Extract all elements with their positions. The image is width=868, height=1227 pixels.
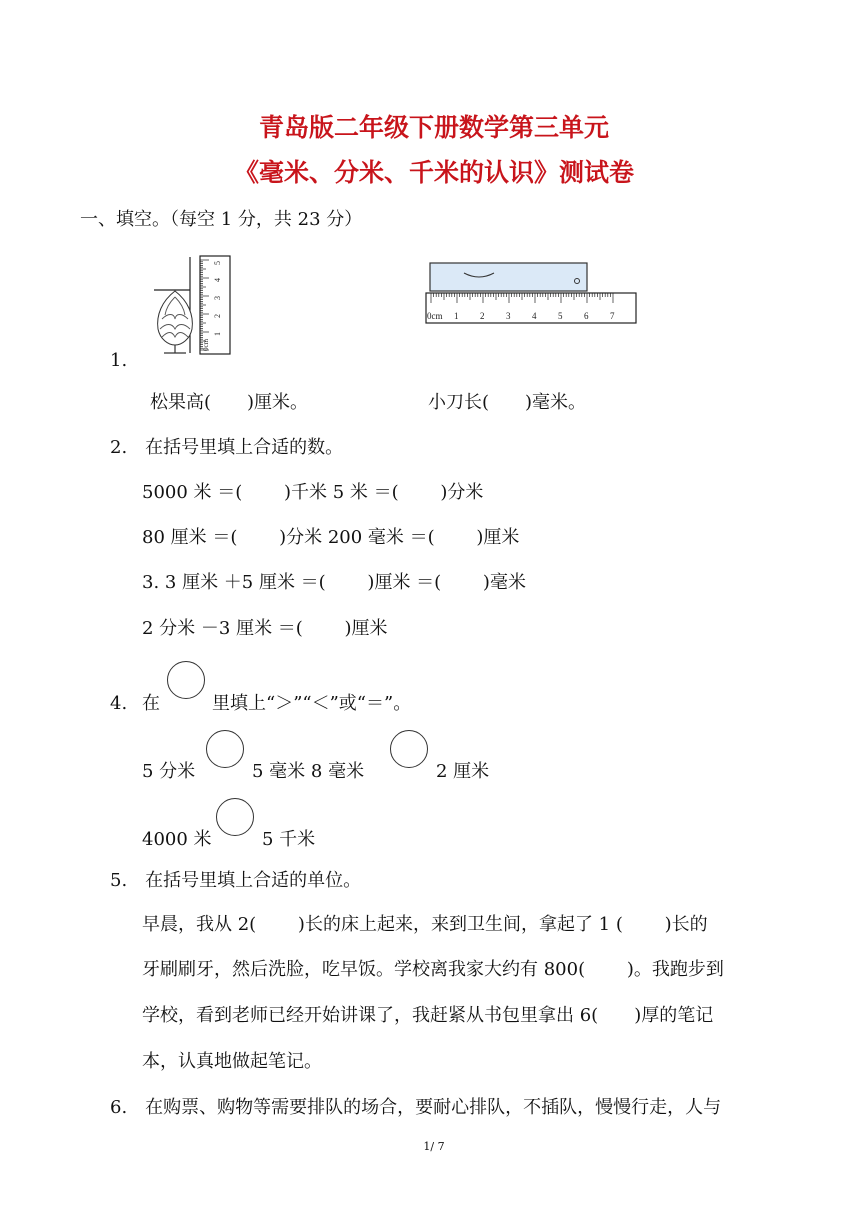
compare-circle-3[interactable] bbox=[216, 798, 254, 836]
q4-row2-a: 4000 米 bbox=[142, 829, 212, 850]
q2-label: 2. 在括号里填上合适的数。 bbox=[110, 437, 344, 458]
q5-line-3: 学校，看到老师已经开始讲课了，我赶紧从书包里拿出 6( )厚的笔记 bbox=[142, 1005, 714, 1026]
compare-circle-2[interactable] bbox=[390, 730, 428, 768]
pinecone-ruler-figure bbox=[150, 253, 240, 358]
vertical-ruler-5: 5 bbox=[213, 261, 222, 265]
q6-line-1: 6. 在购票、购物等需要排队的场合，要耐心排队，不插队，慢慢行走，人与 bbox=[110, 1097, 722, 1118]
ruler-label-0: 0cm bbox=[427, 311, 443, 321]
q4-prefix: 在 bbox=[142, 693, 160, 714]
q4-row1-a: 5 分米 bbox=[142, 761, 196, 782]
title-line-1: 青岛版二年级下册数学第三单元 bbox=[258, 113, 609, 142]
q5-line-1: 早晨，我从 2( )长的床上起来，来到卫生间，拿起了 1 ( )长的 bbox=[142, 914, 708, 935]
ruler-label-6: 6 bbox=[584, 311, 589, 321]
vertical-ruler-4: 4 bbox=[213, 278, 222, 282]
ruler-label-1: 1 bbox=[454, 311, 459, 321]
ruler-label-4: 4 bbox=[532, 311, 537, 321]
q5-label: 5. 在括号里填上合适的单位。 bbox=[110, 870, 362, 891]
page-number: 1/ 7 bbox=[423, 1140, 445, 1153]
q4-row1-b: 5 毫米 8 毫米 bbox=[252, 761, 365, 782]
knife-icon bbox=[430, 263, 587, 291]
q4-number: 4. bbox=[110, 693, 128, 714]
q4-suffix: 里填上“＞”“＜”或“＝”。 bbox=[212, 693, 412, 714]
vertical-ruler-zero: 0cm bbox=[202, 338, 210, 351]
ruler-label-7: 7 bbox=[610, 311, 615, 321]
compare-circle-1[interactable] bbox=[206, 730, 244, 768]
section-heading: 一、填空。（每空 1 分，共 23 分） bbox=[80, 209, 363, 230]
ruler-label-2: 2 bbox=[480, 311, 485, 321]
pinecone-icon bbox=[158, 291, 193, 353]
ruler-label-3: 3 bbox=[506, 311, 511, 321]
q2-line-2: 80 厘米 ＝( )分米 200 毫米 ＝( )厘米 bbox=[142, 527, 520, 548]
q4-row2-b: 5 千米 bbox=[262, 829, 316, 850]
q3-line-2: 2 分米 －3 厘米 ＝( )厘米 bbox=[142, 618, 388, 639]
q1-pinecone-text: 松果高( )厘米。 bbox=[150, 392, 309, 413]
vertical-ruler-1: 1 bbox=[213, 332, 222, 336]
title-line-2: 《毫米、分米、千米的认识》测试卷 bbox=[233, 158, 634, 187]
q1-knife-text: 小刀长( )毫米。 bbox=[428, 392, 587, 413]
knife-ruler-figure bbox=[424, 261, 640, 325]
q4-row1-c: 2 厘米 bbox=[436, 761, 490, 782]
q2-line-1: 5000 米 ＝( )千米 5 米 ＝( )分米 bbox=[142, 482, 484, 503]
q5-line-4: 本，认真地做起笔记。 bbox=[142, 1051, 322, 1072]
vertical-ruler-2: 2 bbox=[213, 314, 222, 318]
ruler-label-5: 5 bbox=[558, 311, 563, 321]
compare-circle-example bbox=[167, 661, 205, 699]
q1-number: 1. bbox=[110, 350, 128, 371]
vertical-ruler-3: 3 bbox=[213, 296, 222, 300]
q3-line-1: 3. 3 厘米 ＋5 厘米 ＝( )厘米 ＝( )毫米 bbox=[142, 572, 526, 593]
q5-line-2: 牙刷刷牙，然后洗脸，吃早饭。学校离我家大约有 800( )。我跑步到 bbox=[142, 959, 724, 980]
